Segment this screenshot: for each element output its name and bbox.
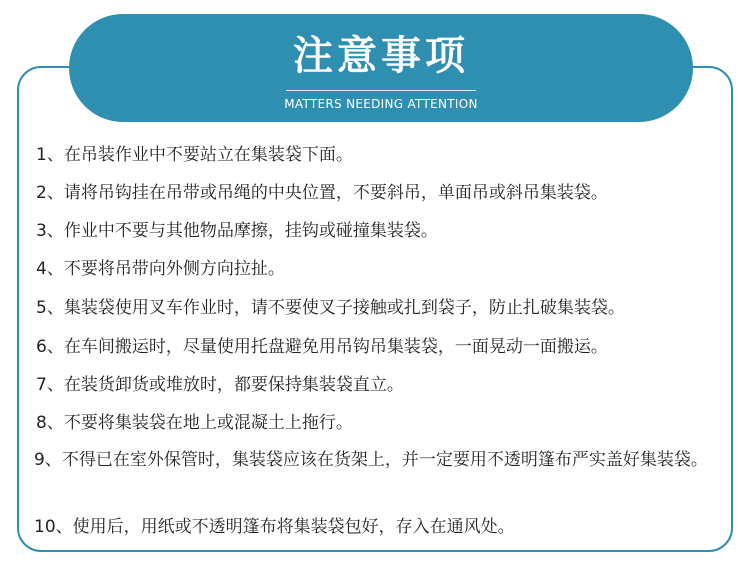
note-item-1: 1、在吊装作业中不要站立在集装袋下面。: [36, 145, 353, 165]
note-item-8: 8、不要将集装袋在地上或混凝土上拖行。: [36, 413, 353, 433]
note-item-7: 7、在装货卸货或堆放时，都要保持集装袋直立。: [36, 375, 404, 395]
note-item-4: 4、不要将吊带向外侧方向拉扯。: [36, 259, 285, 279]
page-title: 注意事项: [293, 33, 469, 79]
note-item-9: 9、不得已在室外保管时，集装袋应该在货架上，并一定要用不透明篷布严实盖好集装袋。: [34, 450, 708, 470]
title-divider: [286, 90, 476, 91]
note-item-3: 3、作业中不要与其他物品摩擦，挂钩或碰撞集装袋。: [36, 221, 438, 241]
note-item-6: 6、在车间搬运时，尽量使用托盘避免用吊钩吊集装袋，一面晃动一面搬运。: [36, 337, 608, 357]
note-item-5: 5、集装袋使用叉车作业时，请不要使叉子接触或扎到袋子，防止扎破集装袋。: [36, 298, 625, 318]
page-subtitle: MATTERS NEEDING ATTENTION: [284, 97, 478, 111]
header-banner: [69, 14, 693, 122]
note-item-10: 10、使用后，用纸或不透明篷布将集装袋包好，存入在通风处。: [34, 517, 515, 537]
note-item-2: 2、请将吊钩挂在吊带或吊绳的中央位置，不要斜吊，单面吊或斜吊集装袋。: [36, 183, 608, 203]
